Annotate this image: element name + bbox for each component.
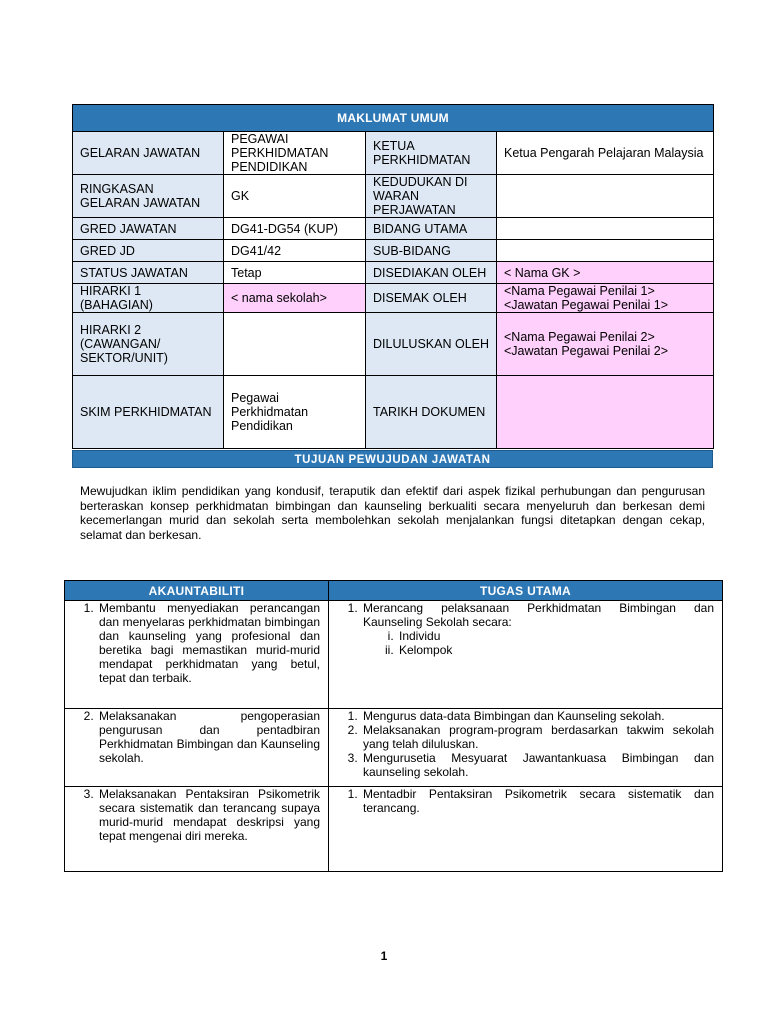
table-row xyxy=(73,240,714,262)
table-row xyxy=(65,709,723,787)
field-label: HIRARKI 2 (CAWANGAN/ SEKTOR/UNIT) xyxy=(73,313,224,376)
table-row xyxy=(73,284,714,313)
list-item: ii. Kelompok xyxy=(397,643,714,657)
field-label: GELARAN JAWATAN xyxy=(73,132,224,175)
accountability-list xyxy=(65,787,328,843)
table-row xyxy=(73,132,714,175)
general-info-table xyxy=(72,104,714,449)
field-value xyxy=(497,284,714,313)
table-row xyxy=(73,262,714,284)
field-label: BIDANG UTAMA xyxy=(366,218,497,240)
accountability-list xyxy=(65,709,328,765)
tasks-header: TUGAS UTAMA xyxy=(329,581,723,601)
accountability-list xyxy=(65,601,328,685)
field-value: Tetap xyxy=(224,262,366,284)
field-label: TARIKH DOKUMEN xyxy=(366,376,497,449)
list-item: i. Individu xyxy=(397,629,714,643)
field-value-line: <Jawatan Pegawai Penilai 2> xyxy=(504,344,669,358)
list-item: 3. Melaksanakan Pentaksiran Psikometrik secara sistematik dan terancang supaya murid-murid mendapat deskripsi yang tepat mengenai diri mereka. xyxy=(97,787,320,843)
field-value xyxy=(224,313,366,376)
list-item: 3. Mengurusetia Mesyuarat Jawantankuasa Bimbingan dan kaunseling sekolah. xyxy=(361,751,714,779)
general-info-header-row xyxy=(73,105,714,132)
tasks-list xyxy=(329,601,722,657)
field-value: DG41/42 xyxy=(224,240,366,262)
field-label: GRED JD xyxy=(73,240,224,262)
field-value-line: <Nama Pegawai Penilai 1> xyxy=(504,284,655,298)
list-item: 1. Membantu menyediakan perancangan dan menyelaras perkhidmatan bimbingan dan kaunseling yang profesional dan beretika bagi memastikan murid-murid mendapat perkhidmatan yang betul, tepat dan terbaik. xyxy=(97,601,320,685)
field-value: PEGAWAI PERKHIDMATAN PENDIDIKAN xyxy=(224,132,366,175)
tasks-list xyxy=(329,709,722,779)
field-label: DISEMAK OLEH xyxy=(366,284,497,313)
table-row xyxy=(73,218,714,240)
tasks-cell xyxy=(329,709,723,787)
table-row xyxy=(73,376,714,449)
list-item: 2. Melaksanakan pengoperasian pengurusan dan pentadbiran Perkhidmatan Bimbingan dan Kaunseling sekolah. xyxy=(97,709,320,765)
field-value: < nama sekolah> xyxy=(224,284,366,313)
field-value xyxy=(497,313,714,376)
field-label: RINGKASAN GELARAN JAWATAN xyxy=(73,175,224,218)
field-label: KETUA PERKHIDMATAN xyxy=(366,132,497,175)
purpose-text: Mewujudkan iklim pendidikan yang kondusif, teraputik dan efektif dari aspek fizikal perhubungan dan pengurusan berteraskan konsep perkhidmatan bimbingan dan kaunseling berkualiti secara menyeluruh dan berkesan demi kecemerlangan murid dan sekolah serta membolehkan sekolah menjalankan fungsi ditetapkan dengan cekap, selamat dan berkesan. xyxy=(80,484,705,542)
duties-table xyxy=(64,580,723,872)
accountability-cell xyxy=(65,787,329,872)
field-value: GK xyxy=(224,175,366,218)
field-value-line: <Nama Pegawai Penilai 2> xyxy=(504,330,655,344)
field-label: HIRARKI 1 (BAHAGIAN) xyxy=(73,284,224,313)
field-label: SKIM PERKHIDMATAN xyxy=(73,376,224,449)
field-value: Ketua Pengarah Pelajaran Malaysia xyxy=(497,132,714,175)
table-row xyxy=(73,175,714,218)
field-value: DG41-DG54 (KUP) xyxy=(224,218,366,240)
page-number: 1 xyxy=(380,949,388,963)
general-info-header: MAKLUMAT UMUM xyxy=(73,105,714,132)
field-value: Pegawai Perkhidmatan Pendidikan xyxy=(224,376,366,449)
duties-header-row xyxy=(65,581,723,601)
field-label: KEDUDUKAN DI WARAN PERJAWATAN xyxy=(366,175,497,218)
field-label: GRED JAWATAN xyxy=(73,218,224,240)
field-label: STATUS JAWATAN xyxy=(73,262,224,284)
subtask-list xyxy=(363,629,714,657)
field-value xyxy=(497,175,714,218)
list-item: 2. Melaksanakan program-program berdasarkan takwim sekolah yang telah diluluskan. xyxy=(361,723,714,751)
accountability-header: AKAUNTABILITI xyxy=(65,581,329,601)
table-row xyxy=(65,787,723,872)
field-value xyxy=(497,218,714,240)
field-value: < Nama GK > xyxy=(497,262,714,284)
table-row xyxy=(73,313,714,376)
accountability-cell xyxy=(65,601,329,709)
list-item xyxy=(361,601,714,657)
purpose-header: TUJUAN PEWUJUDAN JAWATAN xyxy=(72,450,713,468)
tasks-cell xyxy=(329,601,723,709)
field-label: SUB-BIDANG xyxy=(366,240,497,262)
field-value xyxy=(497,240,714,262)
tasks-list xyxy=(329,787,722,815)
field-value-line: <Jawatan Pegawai Penilai 1> xyxy=(504,298,669,312)
accountability-cell xyxy=(65,709,329,787)
field-label: DILULUSKAN OLEH xyxy=(366,313,497,376)
task-text: Merancang pelaksanaan Perkhidmatan Bimbingan dan Kaunseling Sekolah secara: xyxy=(363,601,714,629)
field-value xyxy=(497,376,714,449)
table-row xyxy=(65,601,723,709)
tasks-cell xyxy=(329,787,723,872)
field-label: DISEDIAKAN OLEH xyxy=(366,262,497,284)
list-item: 1. Mengurus data-data Bimbingan dan Kaunseling sekolah. xyxy=(361,709,714,723)
list-item: 1. Mentadbir Pentaksiran Psikometrik secara sistematik dan terancang. xyxy=(361,787,714,815)
